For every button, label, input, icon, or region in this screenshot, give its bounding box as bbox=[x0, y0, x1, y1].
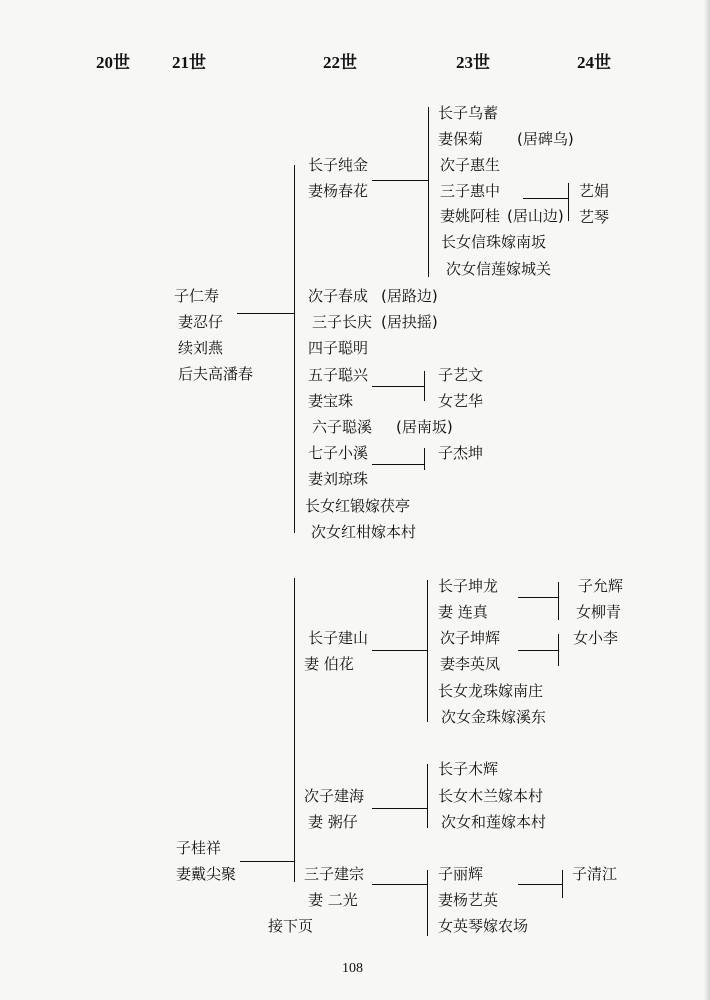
entry-longzhu: 长女龙珠嫁南庄 bbox=[438, 682, 544, 700]
entry-muhui: 长子木辉 bbox=[438, 760, 499, 778]
entry-jiekun: 子杰坤 bbox=[438, 444, 484, 462]
entry-renshou: 子仁寿 bbox=[174, 287, 220, 305]
entry-kunhui: 次子坤辉 bbox=[440, 629, 501, 647]
page-number: 108 bbox=[342, 961, 363, 976]
generation-header-22: 22世 bbox=[323, 53, 357, 72]
residence-note-jueyao: (居抉摇) bbox=[381, 313, 438, 331]
entry-zhouzai: 妻 粥仔 bbox=[308, 813, 358, 831]
generation-header-20: 20世 bbox=[96, 53, 130, 72]
entry-liu-yan: 续刘燕 bbox=[178, 339, 224, 357]
entry-renzai: 妻忍仔 bbox=[178, 313, 224, 331]
entry-honggan: 次女红柑嫁本村 bbox=[311, 523, 417, 541]
entry-baozhu: 妻宝珠 bbox=[308, 392, 354, 410]
entry-lihui: 子丽辉 bbox=[438, 865, 484, 883]
continued-next-page: 接下页 bbox=[268, 917, 314, 935]
entry-baoju: 妻保菊 bbox=[438, 130, 484, 148]
entry-liuqing: 女柳青 bbox=[576, 603, 622, 621]
entry-chunjin: 长子纯金 bbox=[308, 156, 369, 174]
entry-jianzong: 三子建宗 bbox=[304, 865, 365, 883]
entry-erguang: 妻 二光 bbox=[308, 891, 358, 909]
entry-xiaoxi: 七子小溪 bbox=[308, 444, 369, 462]
entry-xinlian: 次女信莲嫁城关 bbox=[446, 260, 552, 278]
entry-jianhai: 次子建海 bbox=[304, 787, 365, 805]
entry-xinzhu: 长女信珠嫁南坂 bbox=[441, 233, 547, 251]
entry-lianzhen: 妻 连真 bbox=[438, 603, 488, 621]
residence-note-lubian: (居路边) bbox=[381, 287, 438, 305]
entry-yiwen: 子艺文 bbox=[438, 366, 484, 384]
generation-header-23: 23世 bbox=[456, 53, 490, 72]
entry-jianshan: 长子建山 bbox=[308, 629, 369, 647]
residence-note-beiwu: (居碑乌) bbox=[517, 130, 574, 148]
entry-congxi: 六子聪溪 bbox=[312, 418, 373, 436]
entry-huizhong: 三子惠中 bbox=[440, 182, 501, 200]
entry-xiaoli: 女小李 bbox=[573, 629, 619, 647]
entry-yijuan: 艺娟 bbox=[579, 182, 610, 200]
entry-changqing: 三子长庆 bbox=[312, 313, 373, 331]
entry-wuxu: 长子乌蓄 bbox=[438, 104, 499, 122]
entry-congming: 四子聪明 bbox=[308, 339, 369, 357]
entry-bohua: 妻 伯花 bbox=[304, 655, 354, 673]
entry-congxing: 五子聪兴 bbox=[308, 366, 369, 384]
entry-yang-yiying: 妻杨艺英 bbox=[438, 891, 499, 909]
generation-header-21: 21世 bbox=[172, 53, 206, 72]
entry-yao-agui: 妻姚阿桂 bbox=[440, 207, 501, 225]
entry-helian: 次女和莲嫁本村 bbox=[441, 813, 547, 831]
entry-qingjiang: 子清江 bbox=[572, 865, 618, 883]
entry-li-yingfeng: 妻李英凤 bbox=[440, 655, 501, 673]
entry-chuncheng: 次子春成 bbox=[308, 287, 369, 305]
entry-dai-jianju: 妻戴尖聚 bbox=[176, 865, 237, 883]
entry-kunlong: 长子坤龙 bbox=[438, 577, 499, 595]
entry-hongduan: 长女红锻嫁茯亭 bbox=[305, 497, 411, 515]
entry-yunhui: 子允辉 bbox=[578, 577, 624, 595]
entry-jinzhu: 次女金珠嫁溪东 bbox=[441, 708, 547, 726]
entry-yang-chunhua: 妻杨春花 bbox=[308, 182, 369, 200]
entry-yiqin: 艺琴 bbox=[579, 208, 610, 226]
entry-huisheng: 次子惠生 bbox=[440, 156, 501, 174]
entry-guixiang: 子桂祥 bbox=[176, 839, 222, 857]
entry-gao-panchun: 后夫高潘春 bbox=[178, 365, 254, 383]
entry-liu-qiongzhu: 妻刘琼珠 bbox=[308, 470, 369, 488]
entry-yihua: 女艺华 bbox=[438, 392, 484, 410]
generation-header-24: 24世 bbox=[577, 53, 611, 72]
entry-mulan: 长女木兰嫁本村 bbox=[438, 787, 544, 805]
residence-note-shanbian: (居山边) bbox=[507, 207, 564, 225]
entry-yingqin: 女英琴嫁农场 bbox=[438, 917, 529, 935]
residence-note-nanban: (居南坂) bbox=[396, 418, 453, 436]
